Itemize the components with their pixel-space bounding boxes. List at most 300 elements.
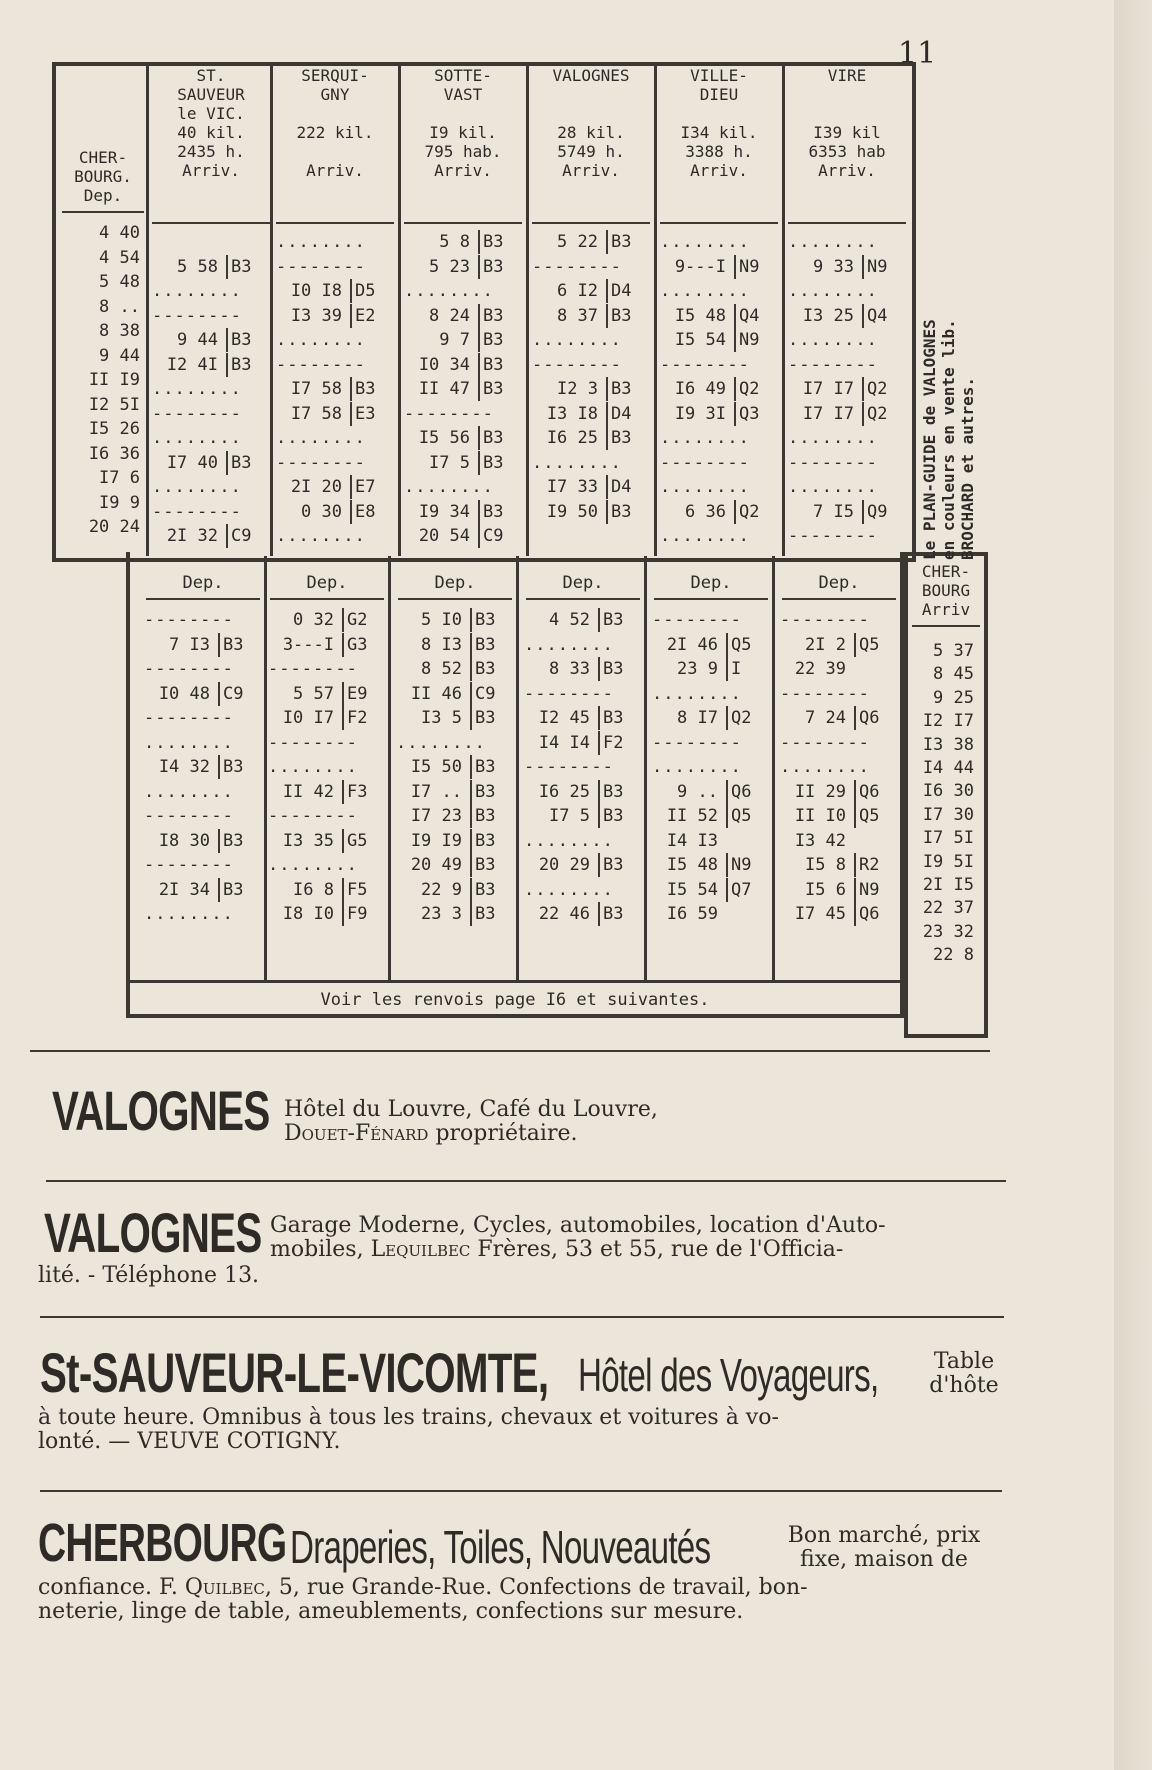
timetable-cell-row bbox=[648, 755, 774, 780]
timetable-cell-row bbox=[148, 230, 274, 255]
timetable-cell-row bbox=[400, 328, 526, 353]
timetable-cell-row bbox=[656, 524, 782, 549]
timetable-cell-row bbox=[656, 304, 782, 329]
train-time: I0 I8 bbox=[290, 281, 342, 301]
timetable-cell-row bbox=[140, 706, 266, 731]
footnote-code: B3 bbox=[478, 304, 503, 328]
train-time: 22 46 bbox=[538, 904, 590, 924]
train-time: ........ bbox=[532, 330, 622, 350]
column-rule bbox=[654, 66, 657, 556]
train-time: I7 58 bbox=[290, 379, 342, 399]
timetable-cell-row bbox=[656, 426, 782, 451]
train-time: ........ bbox=[276, 232, 366, 252]
train-time: I6 25 bbox=[538, 781, 590, 802]
train-time: 2I 46 bbox=[666, 634, 718, 655]
train-time: ........ bbox=[660, 428, 750, 448]
footnote-code: Q2 bbox=[734, 377, 759, 401]
footnote-code: B3 bbox=[470, 633, 495, 657]
train-time: 2I 34 bbox=[158, 879, 210, 900]
side-note bbox=[920, 120, 980, 560]
timetable-cell-row bbox=[140, 780, 266, 805]
train-time: 7 24 bbox=[805, 708, 846, 728]
train-time: 22 9 bbox=[421, 879, 462, 900]
footnote-code: G5 bbox=[342, 829, 367, 853]
column-head: VALOGNES 28 kil. 5749 h. Arriv. bbox=[552, 66, 630, 180]
train-time: 23 9 bbox=[677, 659, 718, 679]
footnote-code: E8 bbox=[350, 500, 375, 524]
footnote-code: C9 bbox=[470, 682, 495, 706]
cherbourg-arrival-time: 5 37 bbox=[933, 641, 974, 661]
train-time: I7 45 bbox=[794, 904, 846, 924]
ad-text bbox=[38, 1406, 1008, 1454]
timetable-cell-row bbox=[148, 304, 274, 329]
train-time: ........ bbox=[660, 281, 750, 301]
arrival-times bbox=[400, 230, 526, 549]
footnote-code: B3 bbox=[218, 755, 243, 779]
train-time: ........ bbox=[276, 428, 366, 448]
train-time: I3 25 bbox=[802, 305, 854, 326]
footnote-code: F2 bbox=[598, 731, 623, 755]
train-time: I9 I9 bbox=[410, 830, 462, 851]
timetable-cell-row bbox=[784, 255, 910, 280]
timetable-cell-row bbox=[776, 682, 902, 707]
train-time: 9 .. bbox=[677, 781, 718, 802]
timetable-cell-row bbox=[520, 902, 646, 927]
ad-separator bbox=[46, 1180, 1006, 1182]
train-time: I8 I0 bbox=[282, 904, 334, 924]
timetable-cell-row bbox=[776, 853, 902, 878]
train-time: I6 8 bbox=[293, 879, 334, 900]
timetable-cell-row bbox=[140, 755, 266, 780]
timetable-cell-row bbox=[776, 804, 902, 829]
train-time: -------- bbox=[660, 354, 750, 375]
timetable-cell-row bbox=[784, 500, 910, 525]
timetable-cell-row bbox=[656, 475, 782, 500]
train-time: II 52 bbox=[666, 806, 718, 826]
timetable-cell-row bbox=[784, 426, 910, 451]
footnote-code: B3 bbox=[218, 878, 243, 902]
cherbourg-arrival-head: CHER- BOURG Arriv bbox=[921, 562, 971, 619]
timetable-cell-row bbox=[528, 377, 654, 402]
footnote-code: B3 bbox=[350, 377, 375, 401]
ad-text bbox=[284, 1098, 1004, 1146]
footnote-code: N9 bbox=[734, 328, 759, 352]
train-time: I6 49 bbox=[674, 379, 726, 399]
timetable-cell-row bbox=[392, 706, 518, 731]
timetable-cell-row bbox=[784, 402, 910, 427]
train-time: I6 25 bbox=[546, 428, 598, 448]
timetable-cell-row bbox=[528, 524, 654, 549]
ad-aside: Table d'hôte bbox=[929, 1349, 999, 1398]
footnote-code: Q5 bbox=[854, 633, 879, 657]
origin-time: 8 .. bbox=[99, 296, 140, 317]
ad-separator bbox=[40, 1316, 1004, 1318]
timetable-cell-row bbox=[392, 878, 518, 903]
footnote-code: B3 bbox=[598, 853, 623, 877]
train-time: 3---I bbox=[282, 634, 334, 655]
timetable-cell-row bbox=[264, 804, 390, 829]
footnote-code: B3 bbox=[470, 853, 495, 877]
dep-label: Dep. bbox=[398, 568, 512, 600]
timetable-column-departure bbox=[648, 568, 774, 978]
timetable-cell-row bbox=[528, 426, 654, 451]
footnote-code: B3 bbox=[478, 377, 503, 401]
train-time: ........ bbox=[780, 757, 870, 777]
divider bbox=[660, 222, 778, 224]
train-time: -------- bbox=[144, 708, 234, 728]
footnote-code: B3 bbox=[218, 633, 243, 657]
timetable-cell-row bbox=[400, 402, 526, 427]
timetable-cell-row bbox=[140, 902, 266, 927]
train-time: I4 I4 bbox=[538, 732, 590, 753]
footnote-code: D4 bbox=[606, 279, 631, 303]
cherbourg-arrival-time: I9 5I bbox=[922, 851, 974, 872]
timetable-cell-row bbox=[272, 279, 398, 304]
train-time: I7 23 bbox=[410, 806, 462, 826]
cherbourg-arrival-time: 22 8 bbox=[933, 945, 974, 966]
origin-time: 5 48 bbox=[99, 272, 140, 292]
footnote-code: B3 bbox=[598, 706, 623, 730]
column-rule bbox=[526, 66, 529, 556]
timetable-cell-row bbox=[392, 902, 518, 927]
train-time: I7 33 bbox=[546, 477, 598, 497]
train-time: I7 I7 bbox=[802, 379, 854, 399]
train-time: I4 32 bbox=[158, 757, 210, 777]
timetable-cell-row bbox=[528, 500, 654, 525]
ad-line: , 5, rue Grande-Rue. Confections de travail, bon- bbox=[264, 1575, 808, 1600]
arrival-times bbox=[148, 230, 274, 549]
footnote-code: Q6 bbox=[854, 780, 879, 804]
train-time: 9---I bbox=[674, 256, 726, 277]
train-time: -------- bbox=[532, 354, 622, 375]
cherbourg-arrival-time: I7 5I bbox=[922, 828, 974, 849]
train-time: I3 35 bbox=[282, 830, 334, 851]
column-head: SERQUI- GNY 222 kil. Arriv. bbox=[296, 66, 374, 180]
timetable-cell-row bbox=[648, 657, 774, 682]
timetable-cell-row bbox=[148, 426, 274, 451]
timetable-cell-row bbox=[784, 524, 910, 549]
timetable-cell-row bbox=[140, 829, 266, 854]
origin-time: 8 38 bbox=[99, 321, 140, 341]
ad-town: CHERBOURG bbox=[38, 1513, 287, 1573]
timetable-cell-row bbox=[656, 402, 782, 427]
train-time: 7 I3 bbox=[169, 634, 210, 655]
train-time: -------- bbox=[788, 526, 878, 546]
timetable-cell-row bbox=[392, 853, 518, 878]
timetable-column-arrival bbox=[528, 66, 654, 556]
footnote-code: B3 bbox=[478, 353, 503, 377]
origin-time: I9 9 bbox=[99, 492, 140, 513]
timetable-cell-row bbox=[264, 853, 390, 878]
timetable-cell-row bbox=[784, 475, 910, 500]
timetable-cell-row bbox=[528, 402, 654, 427]
train-time: 2I 32 bbox=[166, 526, 218, 546]
train-time: 5 57 bbox=[293, 683, 334, 704]
origin-head: CHER- BOURG. bbox=[74, 148, 132, 186]
train-time: 6 36 bbox=[685, 501, 726, 522]
timetable-cell-row bbox=[776, 706, 902, 731]
timetable-cell-row bbox=[520, 853, 646, 878]
train-time: II 29 bbox=[794, 781, 846, 802]
train-time: 9 33 bbox=[813, 256, 854, 277]
timetable-cell-row bbox=[140, 608, 266, 633]
train-time: 7 I5 bbox=[813, 501, 854, 522]
train-time: ........ bbox=[268, 757, 358, 777]
footnote-code: B3 bbox=[606, 426, 631, 450]
train-time: -------- bbox=[660, 452, 750, 473]
timetable-cell-row bbox=[140, 878, 266, 903]
train-time: ........ bbox=[788, 232, 878, 252]
timetable-column-departure bbox=[392, 568, 518, 978]
train-time: I9 34 bbox=[418, 501, 470, 522]
timetable-column-arrival bbox=[400, 66, 526, 556]
timetable-cell-row bbox=[528, 328, 654, 353]
timetable-cell-row bbox=[392, 780, 518, 805]
dep-label: Dep. bbox=[654, 568, 768, 600]
arrival-times bbox=[784, 230, 910, 549]
cherbourg-arrival-time: 22 37 bbox=[922, 898, 974, 919]
timetable-cell-row bbox=[400, 279, 526, 304]
footnote-code: B3 bbox=[478, 426, 503, 450]
train-time: -------- bbox=[144, 659, 234, 679]
train-time: -------- bbox=[780, 732, 870, 753]
cherbourg-arrival-time: 8 45 bbox=[933, 664, 974, 685]
ad-line: à toute heure. Omnibus à tous les trains, chevaux et voitures à vo- bbox=[38, 1405, 779, 1430]
ad-text bbox=[38, 1576, 1008, 1624]
timetable-cell-row bbox=[784, 353, 910, 378]
footnote-code: B3 bbox=[478, 255, 503, 279]
page-number: 11 bbox=[898, 36, 937, 71]
train-time: 8 24 bbox=[429, 305, 470, 326]
timetable-cell-row bbox=[392, 804, 518, 829]
origin-dep-label: Dep. bbox=[83, 186, 123, 205]
timetable-cell-row bbox=[140, 853, 266, 878]
train-time: -------- bbox=[152, 305, 242, 326]
train-time: 8 I3 bbox=[421, 634, 462, 655]
footnote-code: E7 bbox=[350, 475, 375, 499]
train-time: I7 58 bbox=[290, 403, 342, 424]
train-time: ........ bbox=[788, 330, 878, 350]
train-time: II 46 bbox=[410, 683, 462, 704]
timetable-column-departure bbox=[776, 568, 902, 978]
footnote-code: B3 bbox=[598, 608, 623, 632]
train-time: 23 3 bbox=[421, 904, 462, 924]
footnote-code: Q2 bbox=[862, 402, 887, 426]
origin-time: II I9 bbox=[88, 370, 140, 390]
timetable-cell-row bbox=[392, 657, 518, 682]
origin-time: 4 40 bbox=[99, 223, 140, 243]
column-rule bbox=[270, 66, 273, 556]
train-time: ........ bbox=[144, 904, 234, 924]
train-time: ........ bbox=[404, 281, 494, 301]
divider bbox=[912, 625, 980, 627]
train-time: I7 5 bbox=[549, 806, 590, 826]
footnote-code: B3 bbox=[470, 878, 495, 902]
ad-line: confiance. F. bbox=[38, 1575, 185, 1600]
footnote-code: F3 bbox=[342, 780, 367, 804]
timetable-cell-row bbox=[520, 829, 646, 854]
train-time: I0 34 bbox=[418, 354, 470, 375]
train-time: ........ bbox=[276, 330, 366, 350]
ad-owner: Quilbec bbox=[184, 1575, 265, 1600]
timetable-cell-row bbox=[392, 608, 518, 633]
timetable-cell-row bbox=[776, 902, 902, 927]
timetable-cell-row bbox=[264, 706, 390, 731]
timetable-cell-row bbox=[528, 475, 654, 500]
train-time: I5 50 bbox=[410, 757, 462, 777]
cherbourg-arrival-time: I3 38 bbox=[922, 734, 974, 755]
timetable-cell-row bbox=[528, 279, 654, 304]
footnote-code: B3 bbox=[478, 328, 503, 352]
train-time: I7 .. bbox=[410, 781, 462, 802]
timetable-cell-row bbox=[776, 755, 902, 780]
ad-line: lité. - Téléphone 13. bbox=[38, 1263, 260, 1288]
cherbourg-arrival-time: I4 44 bbox=[922, 757, 974, 778]
column-rule bbox=[516, 556, 519, 980]
timetable-cell-row bbox=[520, 780, 646, 805]
train-time: ........ bbox=[404, 477, 494, 497]
timetable-cell-row bbox=[784, 451, 910, 476]
footnote-code: Q4 bbox=[862, 304, 887, 328]
timetable-column-arrival bbox=[272, 66, 398, 556]
train-time: 22 39 bbox=[794, 659, 846, 679]
ad-line: mobiles, bbox=[270, 1237, 371, 1262]
footnote-code: Q9 bbox=[862, 500, 887, 524]
footnote-code: B3 bbox=[470, 902, 495, 926]
train-time: I0 48 bbox=[158, 683, 210, 704]
timetable-cell-row bbox=[784, 230, 910, 255]
ad-goods: Draperies, Toiles, Nouveautés bbox=[290, 1521, 711, 1573]
timetable-cell-row bbox=[264, 755, 390, 780]
footnote-code: B3 bbox=[226, 255, 251, 279]
train-time: 8 52 bbox=[421, 659, 462, 679]
timetable-cell-row bbox=[148, 475, 274, 500]
timetable-cell-row bbox=[648, 706, 774, 731]
train-time: ........ bbox=[152, 281, 242, 301]
train-time: 8 I7 bbox=[677, 708, 718, 728]
timetable-column-arrival bbox=[148, 66, 274, 556]
page-edge bbox=[1114, 0, 1152, 1770]
column-rule bbox=[644, 556, 647, 980]
timetable-cell-row bbox=[648, 878, 774, 903]
footnote-code: B3 bbox=[478, 451, 503, 475]
train-time: -------- bbox=[276, 452, 366, 473]
footnote-code: E2 bbox=[350, 304, 375, 328]
footnote-code: B3 bbox=[470, 804, 495, 828]
footnote-code: F5 bbox=[342, 878, 367, 902]
timetable-cell-row bbox=[392, 829, 518, 854]
train-time: ........ bbox=[276, 526, 366, 546]
footnote-code: B3 bbox=[606, 304, 631, 328]
footnote-code: B3 bbox=[606, 377, 631, 401]
train-time: II 47 bbox=[418, 379, 470, 399]
train-time: -------- bbox=[268, 659, 358, 679]
timetable-cell-row bbox=[776, 878, 902, 903]
column-head: VILLE- DIEU I34 kil. 3388 h. Arriv. bbox=[680, 66, 758, 180]
timetable-cell-row bbox=[520, 804, 646, 829]
train-time: I5 48 bbox=[666, 855, 718, 875]
train-time: -------- bbox=[144, 610, 234, 630]
train-time: ........ bbox=[152, 379, 242, 399]
train-time: 5 23 bbox=[429, 256, 470, 277]
train-time: ........ bbox=[152, 428, 242, 448]
origin-time: I6 36 bbox=[88, 443, 140, 464]
footnote-code: Q6 bbox=[854, 902, 879, 926]
timetable-cell-row bbox=[272, 475, 398, 500]
dep-label: Dep. bbox=[270, 568, 384, 600]
ad-line: lonté. — VEUVE COTIGNY. bbox=[38, 1429, 341, 1454]
timetable-cell-row bbox=[656, 230, 782, 255]
timetable-cell-row bbox=[392, 731, 518, 756]
timetable-cell-row bbox=[400, 230, 526, 255]
timetable-cell-row bbox=[264, 633, 390, 658]
train-time: -------- bbox=[152, 501, 242, 522]
column-rule bbox=[772, 556, 775, 980]
train-time: -------- bbox=[404, 403, 494, 424]
train-time: ........ bbox=[652, 757, 742, 777]
train-time: I5 56 bbox=[418, 428, 470, 448]
train-time: I2 3 bbox=[557, 379, 598, 399]
timetable-cell-row bbox=[776, 633, 902, 658]
timetable-cell-row bbox=[520, 682, 646, 707]
arrival-times bbox=[272, 230, 398, 549]
timetable-cell-row bbox=[264, 682, 390, 707]
ad-separator bbox=[40, 1490, 1002, 1492]
origin-time: I5 26 bbox=[88, 419, 140, 439]
origin-time: I2 5I bbox=[88, 394, 140, 415]
footnote-code: G2 bbox=[342, 608, 367, 632]
footnote-code: B3 bbox=[470, 755, 495, 779]
train-time: I5 54 bbox=[674, 330, 726, 350]
column-rule bbox=[398, 66, 401, 556]
footnote-code: Q4 bbox=[734, 304, 759, 328]
timetable-cell-row bbox=[656, 377, 782, 402]
cherbourg-arrival-time: 2I I5 bbox=[922, 874, 974, 895]
timetable-column-departure bbox=[520, 568, 646, 978]
footnote-code: C9 bbox=[226, 524, 251, 548]
train-time: -------- bbox=[780, 610, 870, 630]
timetable-cell-row bbox=[776, 780, 902, 805]
footnote-code: D4 bbox=[606, 402, 631, 426]
footnote-code: Q3 bbox=[734, 402, 759, 426]
timetable-cell-row bbox=[648, 633, 774, 658]
origin-column bbox=[58, 66, 148, 556]
footnote-code: E9 bbox=[342, 682, 367, 706]
footnote-code: D4 bbox=[606, 475, 631, 499]
footnote-code: B3 bbox=[606, 500, 631, 524]
footnote-code: D5 bbox=[350, 279, 375, 303]
train-time: ........ bbox=[532, 452, 622, 473]
footnote-code: Q2 bbox=[734, 500, 759, 524]
timetable-cell-row bbox=[272, 500, 398, 525]
train-time: ........ bbox=[268, 855, 358, 875]
timetable-cell-row bbox=[648, 731, 774, 756]
timetable-cell-row bbox=[520, 755, 646, 780]
timetable-cell-row bbox=[140, 804, 266, 829]
train-time: ........ bbox=[144, 781, 234, 802]
ad-aside: Bon marché, prix fixe, maison de bbox=[787, 1523, 981, 1572]
footnote-code: B3 bbox=[478, 230, 503, 254]
footnote-code: Q5 bbox=[726, 804, 751, 828]
timetable-cell-row bbox=[264, 608, 390, 633]
timetable-cell-row bbox=[272, 328, 398, 353]
timetable-cell-row bbox=[528, 451, 654, 476]
column-head: ST. SAUVEUR le VIC. 40 kil. 2435 h. Arriv. bbox=[177, 66, 245, 180]
footnote-code: Q2 bbox=[726, 706, 751, 730]
train-time: I7 40 bbox=[166, 452, 218, 473]
train-time: 20 54 bbox=[418, 526, 470, 546]
timetable-cell-row bbox=[400, 304, 526, 329]
